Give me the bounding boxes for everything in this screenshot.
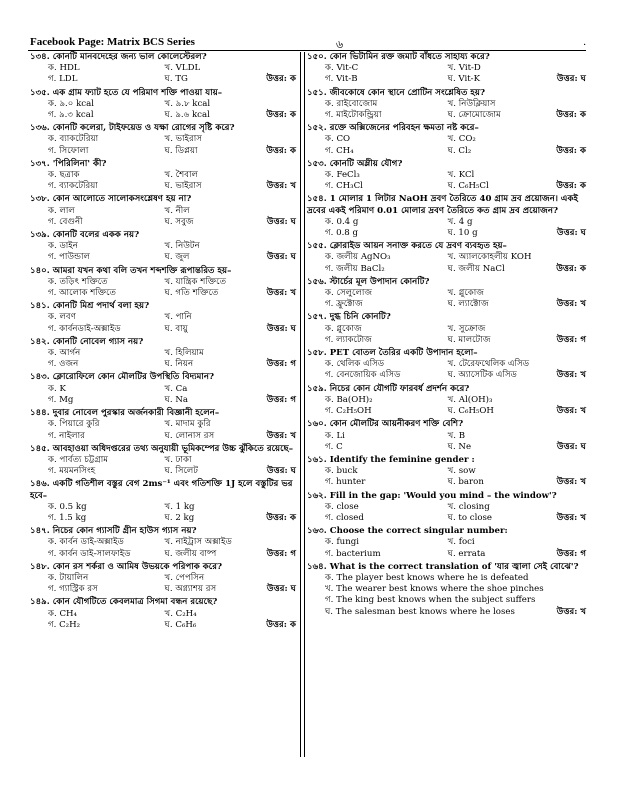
option: খ. ভাইরাস xyxy=(164,134,202,145)
option: গ. LDL xyxy=(48,74,78,85)
option: খ. নিউটন xyxy=(164,241,200,252)
spacer xyxy=(246,277,296,288)
option: গ. C₂H₂ xyxy=(48,619,81,630)
answer-label: উত্তর: ক xyxy=(266,145,296,156)
options-grid xyxy=(307,431,586,453)
answer-label: উত্তর: খ xyxy=(556,477,586,488)
question-text: ১৩৬. কোনটি কলেরা, টাইফয়েড ও যক্ষা রোগের সৃষ্টি করে? xyxy=(30,123,235,134)
question-text: ১৬১. Identify the feminine gender : xyxy=(307,454,475,465)
option: ক. গ্লুকোজ xyxy=(325,323,362,334)
answer-label: উত্তর: ঘ xyxy=(266,584,296,595)
question-item xyxy=(30,123,296,157)
option: ক. ডাইন xyxy=(48,241,78,252)
option: গ. C₂H₅OH xyxy=(325,406,372,417)
question-text: ১৪০. আমরা যখন কথা বলি তখন শব্দশক্তি রূপান্তরিত হয়– xyxy=(30,265,232,276)
answer-label: উত্তর: ঘ xyxy=(556,74,586,85)
option: গ. বেনজোয়িক এসিড xyxy=(325,370,401,381)
spacer xyxy=(246,573,296,584)
option: গ. জলীয় BaCl₂ xyxy=(325,263,385,274)
option: গ. hunter xyxy=(325,477,366,488)
option: ক. জলীয় AgNO₃ xyxy=(325,252,391,263)
question-item xyxy=(307,88,586,122)
answer-label: উত্তর: খ xyxy=(266,288,296,299)
options-grid xyxy=(30,312,296,334)
question-text: ১৫৭. দুগ্ধ চিনি কোনটি? xyxy=(307,312,391,323)
question-item xyxy=(30,230,296,264)
answer-label: উত্তর: ক xyxy=(556,110,586,121)
question-item xyxy=(30,301,296,335)
question-text: ১৩৫. এক গ্রাম ফ্যাট হতে যে পরিমাণ শক্তি পাওয়া যায়– xyxy=(30,87,223,98)
question-text: ১৪৬. একটি গতিশীল বস্তুর বেগ 2ms⁻¹ এবং গতিশক্তি 1J হলে বস্তুটির ভর হবে– xyxy=(30,479,293,501)
question-text: ১৫৮. PET বোতল তৈরির একটি উপাদান হলো– xyxy=(307,348,478,359)
option: গ. ওজন xyxy=(48,359,79,370)
option: খ. closing xyxy=(447,501,490,512)
option: ঘ. জলীয় বাষ্প xyxy=(164,548,217,559)
options-grid xyxy=(30,206,296,228)
spacer xyxy=(534,134,586,145)
option: গ. ব্যাকটেরিয়া xyxy=(48,181,98,192)
spacer xyxy=(534,466,586,477)
question-text: ১৬৩. Choose the correct singular number: xyxy=(307,526,508,537)
option: ক. টায়ালিন xyxy=(48,572,89,583)
options-grid xyxy=(30,573,296,595)
option: ঘ. Vit-K xyxy=(447,74,481,85)
question-item xyxy=(307,277,586,311)
option: খ. Al(OH)₃ xyxy=(447,394,493,405)
option: ঘ. TG xyxy=(164,74,188,85)
answer-label: উত্তর: খ xyxy=(556,370,586,381)
spacer xyxy=(246,99,296,110)
option: খ. সুক্রোজ xyxy=(447,323,486,334)
answer-label: উত্তর: ক xyxy=(266,74,296,85)
question-item xyxy=(30,562,296,596)
option: ক. fungi xyxy=(325,537,359,548)
question-item xyxy=(30,159,296,193)
page-number: ৬ xyxy=(336,39,344,51)
option: ক. 0.5 kg xyxy=(48,501,87,512)
option: গ. গ্যাস্ট্রিক রস xyxy=(48,584,98,595)
option: গ. পাউন্ডাল xyxy=(48,252,90,263)
option: গ. কার্বনডাই-অক্সাইড xyxy=(48,323,121,334)
option: খ. C₂H₄ xyxy=(164,608,197,619)
question-item xyxy=(307,526,586,560)
column-divider xyxy=(300,52,305,757)
question-text: ১৫৫. ক্লোরাইড আয়ন সনাক্ত করতে যে দ্রবণ ব্যবহৃত হয়– xyxy=(307,241,507,252)
option: গ. 0.8 g xyxy=(325,228,358,239)
question-text: ১৩৯. কোনটি বলের একক নয়? xyxy=(30,230,140,241)
option: খ. অ্যালকোহলীয় KOH xyxy=(447,252,532,263)
option: খ. Ca xyxy=(164,383,188,394)
option: ঘ. সবুজ xyxy=(164,216,194,227)
options-grid xyxy=(307,359,586,381)
spacer xyxy=(246,312,296,323)
question-item xyxy=(307,419,586,453)
options-grid xyxy=(307,252,586,274)
question-item xyxy=(307,123,586,157)
option: খ. হিলিয়াম xyxy=(164,348,204,359)
option: ক. 0.4 g xyxy=(325,216,359,227)
option: ক. পার্বত্য চট্টগ্রাম xyxy=(48,454,109,465)
option: গ. Vit-B xyxy=(325,74,358,85)
option: খ. মাদাম কুরি xyxy=(164,419,211,430)
answer-label: উত্তর: গ xyxy=(556,548,586,559)
option: ক. পিয়ারে কুরি xyxy=(48,419,100,430)
question-item xyxy=(307,312,586,346)
option: ক. আর্গন xyxy=(48,348,81,359)
option: ক. সেলুলোজ xyxy=(325,288,373,299)
option: খ. ৯.৮ kcal xyxy=(164,98,211,109)
option: খ. নাইট্রাস অক্সাইড xyxy=(164,537,232,548)
question-item xyxy=(30,194,296,228)
options-grid xyxy=(30,609,296,631)
option: ক. Ba(OH)₂ xyxy=(325,394,373,405)
options-grid xyxy=(307,395,586,417)
option: ঘ. মালটোজ xyxy=(447,334,491,345)
option: খ. 4 g xyxy=(447,216,473,227)
option: ক. Li xyxy=(325,430,345,441)
answer-label: উত্তর: গ xyxy=(266,394,296,405)
question-item xyxy=(30,266,296,300)
options-grid xyxy=(30,277,296,299)
option: গ. সিফোলা xyxy=(48,145,89,156)
option: ঘ. সিলেট xyxy=(164,466,198,477)
option: খ. foci xyxy=(447,537,475,548)
options-grid xyxy=(30,455,296,477)
spacer xyxy=(246,419,296,430)
spacer xyxy=(246,384,296,395)
answer-label: উত্তর: খ xyxy=(556,299,586,310)
question-text: ১৪২. কোনটি নোবেল গ্যাস নয়? xyxy=(30,336,144,347)
question-text: ১৫২. রক্তে অক্সিজেনের পরিবহন ক্ষমতা নষ্ট করে– xyxy=(307,123,479,134)
option: ক. K xyxy=(48,383,66,394)
question-text: ১৩৪. কোনটি মানবদেহের জন্য ভাল কোলেস্টেরল? xyxy=(30,52,207,62)
options-grid xyxy=(307,170,586,192)
option: ঘ. অগ্ন্যাশয় রস xyxy=(164,584,217,595)
option: ঘ. Ne xyxy=(447,441,472,452)
page-header xyxy=(30,34,586,50)
question-item xyxy=(30,88,296,122)
option: গ. Mg xyxy=(48,394,74,405)
option xyxy=(307,607,586,618)
option: ঘ. ভাইরাস xyxy=(164,181,202,192)
option: ক. CO xyxy=(325,134,351,145)
option: ক. buck xyxy=(325,466,358,477)
option: ক. ছত্রাক xyxy=(48,170,80,181)
options-grid xyxy=(307,134,586,156)
question-text: ১৫৩. কোনটি অম্লীয় যৌগ? xyxy=(307,158,403,169)
answer-label: উত্তর: ঘ xyxy=(266,252,296,263)
question-item xyxy=(307,491,586,525)
option: খ. B xyxy=(447,430,466,441)
option: গ. CH₄ xyxy=(325,145,354,156)
question-text: ১৪৮. কোন রস শর্করা ও আমিষ উভয়কে পরিপাক করে? xyxy=(30,561,223,572)
option: খ. গ্লুকোজ xyxy=(447,288,484,299)
options-grid xyxy=(30,348,296,370)
spacer xyxy=(246,609,296,620)
question-text: ১৫০. কোন ভিটামিন রক্ত জমাট বাঁধতে সাহায্য করে? xyxy=(307,52,490,62)
option: গ. নাইলার xyxy=(48,430,85,441)
option-text: ঘ. The salesman best knows where he loses xyxy=(325,606,515,617)
question-text: ১৪১. কোনটি মিশ্র পদার্থ বলা হয়? xyxy=(30,301,150,312)
options-grid xyxy=(30,537,296,559)
answer-label: উত্তর: খ xyxy=(556,406,586,417)
spacer xyxy=(246,502,296,513)
option: ঘ. বায়ু xyxy=(164,323,188,334)
option: ঘ. 10 g xyxy=(447,228,478,239)
option: ঘ. Cl₂ xyxy=(447,145,472,156)
spacer xyxy=(534,288,586,299)
option: ঘ. errata xyxy=(447,548,486,559)
question-text: ১৫৬. স্টার্চের মূল উপাদান কোনটি? xyxy=(307,276,430,287)
option: গ. ময়মনসিংহ xyxy=(48,466,96,477)
question-text: ১৪৪. দুবার নোবেল পুরস্কার অর্জনকারী বিজ্ঞানী হলেন– xyxy=(30,408,220,419)
answer-label: উত্তর: খ xyxy=(556,606,586,617)
question-item xyxy=(307,455,586,489)
option: খ. ঢাকা xyxy=(164,454,192,465)
spacer xyxy=(534,63,586,74)
option: ক. ব্যাকটেরিয়া xyxy=(48,134,99,145)
spacer xyxy=(246,241,296,252)
question-text: ১৬২. Fill in the gap: 'Would you mind – the window'? xyxy=(307,490,557,501)
question-text: ১৪৭. নিচের কোন গ্যাসটি গ্রীন হাউস গ্যাস নয়? xyxy=(30,526,197,537)
option: গ. 1.5 kg xyxy=(48,512,87,523)
option: ঘ. জলীয় NaCl xyxy=(447,263,505,274)
answer-label: উত্তর: ক xyxy=(266,512,296,523)
option: ক. close xyxy=(325,501,359,512)
option: গ. bacterium xyxy=(325,548,381,559)
options-grid xyxy=(307,63,586,85)
question-item xyxy=(30,444,296,478)
option: ক. রাইবোজোম xyxy=(325,98,378,109)
question-item xyxy=(307,159,586,193)
options-grid xyxy=(30,170,296,192)
options-grid xyxy=(30,384,296,406)
options-grid xyxy=(307,217,586,239)
spacer xyxy=(534,359,586,370)
option: ক. লবণ xyxy=(48,312,76,323)
question-item xyxy=(30,597,296,631)
answer-label: উত্তর: খ xyxy=(266,181,296,192)
options-grid xyxy=(307,466,586,488)
option: গ. ল্যাকটোজ xyxy=(325,334,372,345)
option: ক. The player best knows where he is defeated xyxy=(325,572,529,583)
spacer xyxy=(534,217,586,228)
options-grid xyxy=(30,241,296,263)
options-grid xyxy=(307,502,586,524)
spacer xyxy=(246,206,296,217)
options-grid xyxy=(30,419,296,441)
options-grid xyxy=(30,99,296,121)
option: ঘ. C₆H₆ xyxy=(164,619,197,630)
option: ঘ. C₆H₅OH xyxy=(447,406,494,417)
question-text: ১৬০. কোন মৌলটির আয়নীকরণ শক্তি বেশি? xyxy=(307,419,464,430)
answer-label: উত্তর: ঘ xyxy=(266,323,296,334)
option: গ. closed xyxy=(325,512,364,523)
spacer xyxy=(246,134,296,145)
spacer xyxy=(246,537,296,548)
answer-label: উত্তর: ঘ xyxy=(556,228,586,239)
question-item xyxy=(30,337,296,371)
question-text: ১৪৯. কোন যৌগটিতে কেবলমাত্র সিগমা বন্ধন রয়েছে? xyxy=(30,597,218,608)
question-text: ১৪৩. ক্লোরোফিলে কোন মৌলটির উপস্থিতি বিদ্যমান? xyxy=(30,372,215,383)
option: ক. লাল xyxy=(48,205,75,216)
answer-label: উত্তর: ঘ xyxy=(556,441,586,452)
option: ঘ. গতি শক্তিতে xyxy=(164,288,219,299)
option: ঘ. ডিপ্লয়া xyxy=(164,145,198,156)
option: খ. 1 kg xyxy=(164,501,195,512)
answer-label: উত্তর: খ xyxy=(556,512,586,523)
option: ঘ. ৯.৬ kcal xyxy=(164,110,210,121)
question-item xyxy=(307,348,586,382)
option: খ. Vit-D xyxy=(447,63,481,74)
option: ঘ. ক্রোমোজোম xyxy=(447,110,501,121)
spacer xyxy=(534,502,586,513)
spacer xyxy=(246,348,296,359)
option: গ. ফ্রুক্টোজ xyxy=(325,299,363,310)
option: গ. C xyxy=(325,441,343,452)
question-item xyxy=(30,372,296,406)
option: খ. পানি xyxy=(164,312,192,323)
option: খ. নিউক্লিয়াস xyxy=(447,98,496,109)
option: ঘ. লোনাস রস xyxy=(164,430,215,441)
header-rule xyxy=(28,50,586,51)
options-grid xyxy=(307,537,586,559)
option: গ. CH₃Cl xyxy=(325,181,363,192)
option: গ. কার্বন ডাই-সালফাইড xyxy=(48,548,131,559)
option: খ. KCl xyxy=(447,170,475,181)
answer-label: উত্তর: ক xyxy=(556,263,586,274)
question-item xyxy=(30,526,296,560)
option: ঘ. 2 kg xyxy=(164,512,195,523)
option: ক. HDL xyxy=(48,63,80,74)
option: গ. আলোক শক্তিতে xyxy=(48,288,117,299)
answer-label: উত্তর: ক xyxy=(266,619,296,630)
question-text: ১৩৭. 'পিরিলিনা' কী? xyxy=(30,158,107,169)
left-question-column xyxy=(30,52,296,633)
question-text: ১৩৮. কোন আলোতে সালোকসংশ্লেষণ হয় না? xyxy=(30,194,192,205)
spacer xyxy=(534,99,586,110)
answer-label: উত্তর: গ xyxy=(266,548,296,559)
answer-label: উত্তর: ক xyxy=(556,181,586,192)
option: ক. থেলিক এসিড xyxy=(325,359,385,370)
options-grid xyxy=(307,99,586,121)
option: খ. VLDL xyxy=(164,63,201,74)
question-item xyxy=(307,562,586,618)
option: গ. The king best knows when the subject suffers xyxy=(325,595,536,606)
option: খ. CO₂ xyxy=(447,134,476,145)
question-item xyxy=(307,384,586,418)
option: ক. FeCl₃ xyxy=(325,170,360,181)
spacer xyxy=(534,431,586,442)
question-item xyxy=(307,241,586,275)
option: ঘ. জুল xyxy=(164,252,190,263)
answer-label: উত্তর: ক xyxy=(266,110,296,121)
answer-label: উত্তর: ঘ xyxy=(266,216,296,227)
options-grid xyxy=(30,502,296,524)
spacer xyxy=(534,252,586,263)
question-item xyxy=(307,194,586,239)
option: গ. বেগুনী xyxy=(48,216,83,227)
answer-label: উত্তর: গ xyxy=(266,359,296,370)
option: খ. The wearer best knows where the shoe pinches xyxy=(325,584,544,595)
option: ঘ. Na xyxy=(164,394,188,405)
option: ক. কার্বন ডাই-অক্সাইড xyxy=(48,537,124,548)
spacer xyxy=(534,170,586,181)
option: গ. মাইটোকন্ড্রিয়া xyxy=(325,110,382,121)
option: ঘ. C₆H₅Cl xyxy=(447,181,489,192)
spacer xyxy=(246,63,296,74)
option: খ. টেরেফথেলিক এসিড xyxy=(447,359,530,370)
question-item xyxy=(307,52,586,86)
facebook-page-label: Facebook Page: Matrix BCS Series xyxy=(30,36,195,48)
option: গ. ৯.৩ kcal xyxy=(48,110,94,121)
option: ক. ৯.০ kcal xyxy=(48,98,94,109)
spacer xyxy=(246,455,296,466)
option: ঘ. ল্যাক্টোজ xyxy=(447,299,489,310)
question-item xyxy=(30,52,296,86)
option: খ. শৈবাল xyxy=(164,170,198,181)
option: ঘ. baron xyxy=(447,477,484,488)
question-text: ১৫৪. 1 মোলার 1 লিটার NaOH দ্রবণ তৈরিতে 40 গ্রাম দ্রব প্রয়োজন। একই দ্রবের একই পরিমাণ 0.01 মোলার দ্রবণ তৈরিতে কত গ্রাম দ্রব প্রয়োজন? xyxy=(307,194,578,216)
answer-label: উত্তর: ঘ xyxy=(266,466,296,477)
answer-label: উত্তর: গ xyxy=(556,334,586,345)
option: ক. CH₄ xyxy=(48,608,77,619)
question-text: ১৪৫. আবহাওয়া অধিদপ্তরের তথ্য অনুযায়ী ভূমিকম্পের উচ্চ ঝুঁকিতে রয়েছে– xyxy=(30,443,294,454)
option: ঘ. to close xyxy=(447,512,493,523)
answer-label: উত্তর: খ xyxy=(266,430,296,441)
spacer xyxy=(534,395,586,406)
question-item xyxy=(30,479,296,524)
options-grid xyxy=(30,63,296,85)
spacer xyxy=(534,324,586,335)
answer-label: উত্তর: ক xyxy=(556,145,586,156)
question-text: ১৫৯. নিচের কোন যৌগটি ফারবর্ধ প্রদর্শন করে? xyxy=(307,383,470,394)
spacer xyxy=(534,537,586,548)
option: খ. যান্ত্রিক শক্তিতে xyxy=(164,276,227,287)
options-grid xyxy=(307,288,586,310)
option: খ. নীল xyxy=(164,205,190,216)
options-grid xyxy=(307,324,586,346)
question-item xyxy=(30,408,296,442)
spacer xyxy=(246,170,296,181)
question-text: ১৫১. জীবকোষে কোন স্থানে প্রোটিন সংশ্লেষিত হয়? xyxy=(307,87,485,98)
option: ঘ. অ্যাসেটিক এসিড xyxy=(447,370,517,381)
question-text: ১৬৪. What is the correct translation of 'যার জ্বালা সেই বোঝে'? xyxy=(307,561,579,572)
option: খ. পেপসিন xyxy=(164,572,205,583)
option: ঘ. নিয়ন xyxy=(164,359,194,370)
options-grid xyxy=(30,134,296,156)
right-question-column xyxy=(307,52,586,620)
option: খ. sow xyxy=(447,466,476,477)
header-dot: . xyxy=(583,36,586,48)
option: ক. Vit-C xyxy=(325,63,359,74)
option: ক. তড়িৎ শক্তিতে xyxy=(48,276,108,287)
